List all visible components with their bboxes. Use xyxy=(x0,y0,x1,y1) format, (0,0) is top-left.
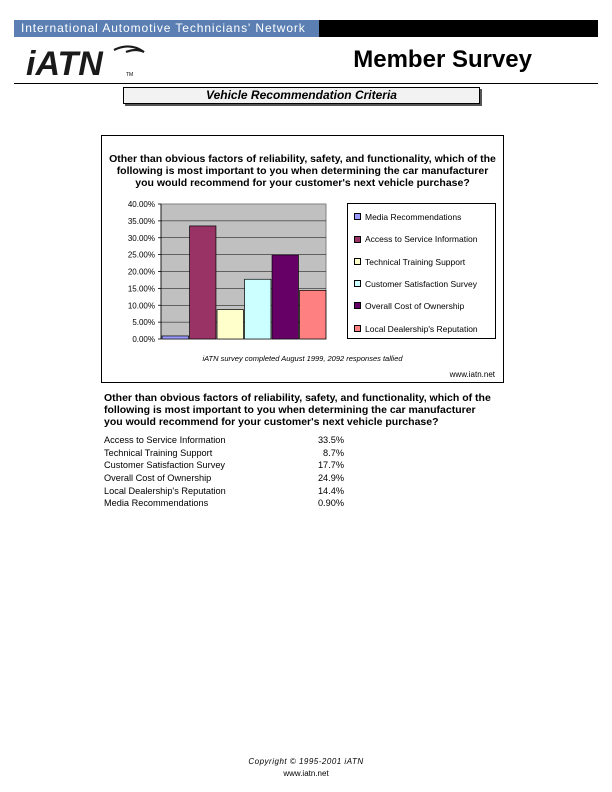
legend-item xyxy=(354,279,477,289)
question-line: you would recommend for your customer's next vehicle purchase? xyxy=(104,416,439,428)
result-row xyxy=(104,459,344,472)
y-tick-label: 40.00% xyxy=(127,200,155,209)
bar-customer-satisfaction-survey xyxy=(245,279,271,339)
y-tick-label: 30.00% xyxy=(127,233,155,243)
chart-note: iATN survey completed August 1999, 2092 responses tallied xyxy=(202,354,403,363)
y-tick-label: 10.00% xyxy=(127,301,155,311)
result-value: 0.90% xyxy=(317,498,344,509)
chart-title-line: you would recommend for your customer's next vehicle purchase? xyxy=(135,177,470,189)
legend-item xyxy=(354,257,465,267)
legend-swatch xyxy=(354,213,361,220)
iatn-logo xyxy=(26,44,156,80)
y-tick-label: 20.00% xyxy=(127,267,155,277)
y-tick-label: 0.00% xyxy=(132,335,155,344)
chart-legend xyxy=(347,203,496,339)
result-label: Local Dealership's Reputation xyxy=(104,485,226,496)
result-row xyxy=(104,485,344,498)
result-label: Technical Training Support xyxy=(104,447,213,458)
header-divider xyxy=(14,83,598,84)
result-value: 14.4% xyxy=(317,485,344,496)
result-label: Overall Cost of Ownership xyxy=(104,473,212,484)
y-tick-label: 15.00% xyxy=(127,284,155,294)
legend-item xyxy=(354,301,464,311)
legend-label: Customer Satisfaction Survey xyxy=(365,278,477,289)
result-row xyxy=(104,447,344,460)
bar-local-dealership-s-reputation xyxy=(300,290,326,339)
legend-swatch xyxy=(354,302,361,309)
result-value: 8.7% xyxy=(323,447,344,458)
chart-panel xyxy=(101,135,504,383)
legend-item xyxy=(354,324,478,334)
result-label: Access to Service Information xyxy=(104,435,226,445)
result-label: Media Recommendations xyxy=(104,498,209,509)
bar-access-to-service-information xyxy=(190,226,216,339)
legend-label: Access to Service Information xyxy=(365,234,478,245)
result-value: 17.7% xyxy=(317,460,344,471)
legend-label: Technical Training Support xyxy=(365,256,466,267)
result-row xyxy=(104,497,344,510)
legend-item xyxy=(354,234,477,244)
logo-tm: TM xyxy=(126,72,134,78)
bar-overall-cost-of-ownership xyxy=(272,255,298,339)
chart-title-line: Other than obvious factors of reliability, safety, and functionality, which of the xyxy=(109,153,496,165)
header-band xyxy=(14,20,598,37)
result-value: 24.9% xyxy=(317,473,344,484)
section-title: Vehicle Recommendation Criteria xyxy=(123,87,480,104)
legend-item xyxy=(354,212,461,222)
chart-title-line: following is most important to you when determining the car manufacturer xyxy=(116,165,489,177)
y-tick-label: 35.00% xyxy=(127,216,155,226)
question-line: following is most important to you when determining the car manufacturer xyxy=(104,404,476,416)
result-label: Customer Satisfaction Survey xyxy=(104,460,226,471)
question-text xyxy=(104,392,524,428)
legend-swatch xyxy=(354,280,361,287)
y-tick-label: 5.00% xyxy=(132,318,155,328)
question-line: Other than obvious factors of reliability, safety, and functionality, which of the xyxy=(104,392,491,404)
legend-swatch xyxy=(354,236,361,243)
bar-media-recommendations xyxy=(162,336,188,339)
footer-url: www.iatn.net xyxy=(283,769,329,778)
result-value: 33.5% xyxy=(317,435,344,445)
legend-label: Local Dealership's Reputation xyxy=(365,323,478,334)
legend-label: Media Recommendations xyxy=(365,212,462,222)
y-tick-label: 25.00% xyxy=(127,250,155,260)
bar-technical-training-support xyxy=(217,310,243,339)
logo-text: iATN xyxy=(26,45,103,80)
page-title: Member Survey xyxy=(353,46,532,73)
legend-swatch xyxy=(354,325,361,332)
legend-swatch xyxy=(354,258,361,265)
result-row xyxy=(104,434,344,447)
legend-label: Overall Cost of Ownership xyxy=(365,301,465,312)
results-table xyxy=(104,434,344,510)
chart-site-url: www.iatn.net xyxy=(449,370,495,379)
organization-name: International Automotive Technicians' Network xyxy=(14,20,319,37)
copyright: Copyright © 1995-2001 iATN xyxy=(248,757,364,766)
result-row xyxy=(104,472,344,485)
logo-swoosh xyxy=(114,46,144,52)
